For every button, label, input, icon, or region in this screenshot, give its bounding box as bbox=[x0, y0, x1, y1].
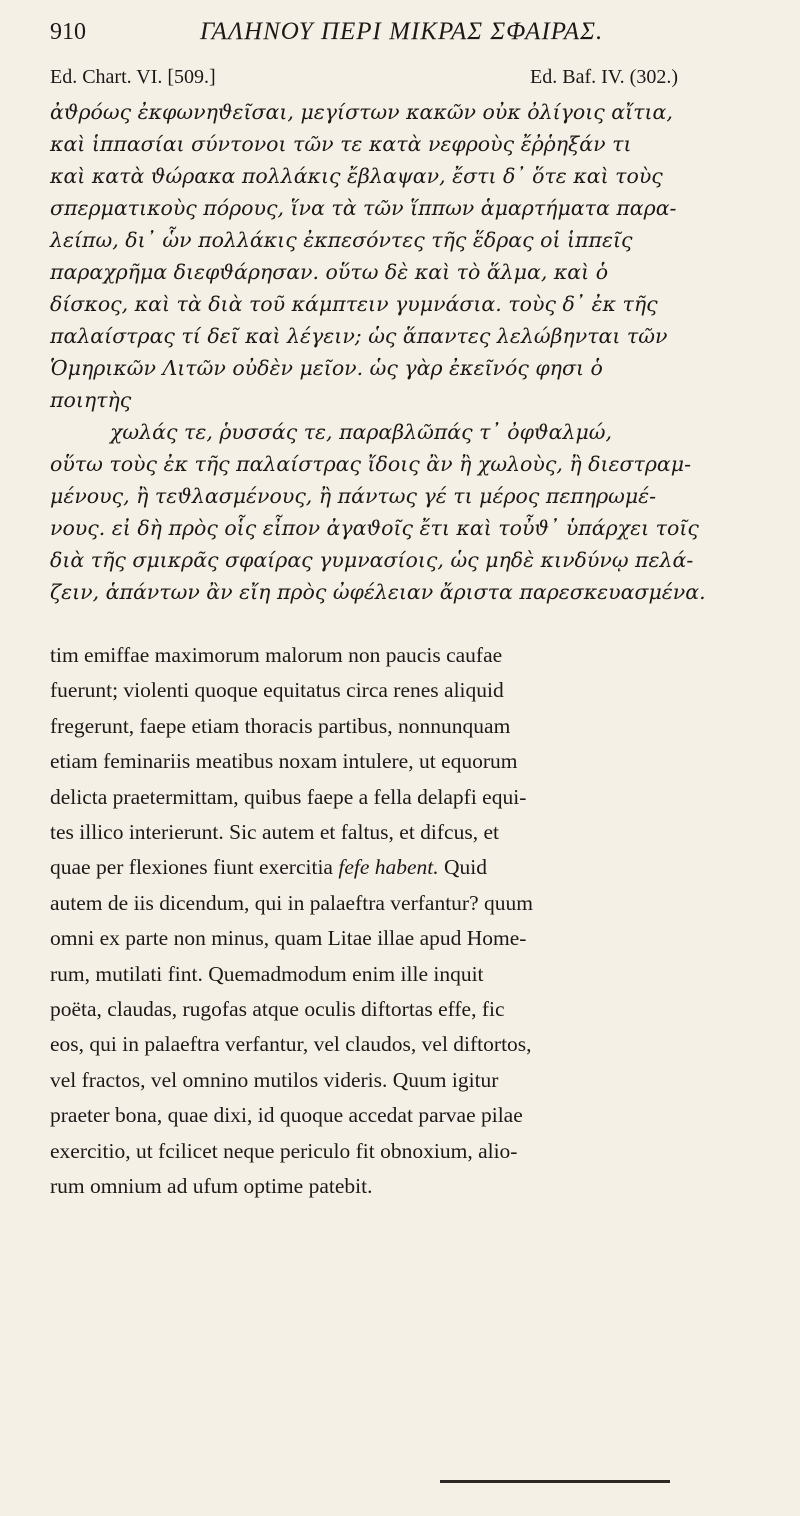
latin-line: autem de iis dicendum, qui in palaeftra verfantur? quum bbox=[50, 890, 533, 915]
greek-line: Ὁμηρικῶν Λιτῶν οὐδὲν μεῖον. ὡς γὰρ ἐκεῖνός φησι ὁ bbox=[50, 356, 603, 380]
greek-line: ζειν, ἁπάντων ἂν εἴη πρὸς ὠφέλειαν ἄριστα παρεσκευασμένα. bbox=[50, 580, 706, 604]
latin-text: Quid bbox=[444, 855, 488, 880]
page-number: 910 bbox=[50, 19, 86, 45]
greek-line: καὶ ἱππασίαι σύντονοι τῶν τε κατὰ νεφροὺς ἔῤῥηξάν τι bbox=[50, 132, 632, 156]
homeric-verse-quote: χωλάς τε, ῥυσσάς τε, παραβλῶπάς τ᾽ ὀφϑαλμώ, bbox=[110, 420, 612, 444]
greek-line: λείπω, δι᾽ ὧν πολλάκις ἐκπεσόντες τῆς ἕδρας οἱ ἱππεῖς bbox=[50, 228, 633, 252]
greek-line: διὰ τῆς σμικρᾶς σφαίρας γυμνασίοις, ὡς μηδὲ κινδύνῳ πελά- bbox=[50, 548, 694, 572]
basel-edition-ref: Ed. Baf. IV. (302.) bbox=[530, 66, 678, 88]
latin-line: tes illico interierunt. Sic autem et faltus, et difcus, et bbox=[50, 820, 499, 845]
running-title: ΓΑΛΗΝΟΥ ΠΕΡΙ ΜΙΚΡΑΣ ΣΦΑΙΡΑΣ. bbox=[200, 18, 604, 45]
edition-references bbox=[50, 66, 748, 94]
latin-translation bbox=[50, 638, 748, 1205]
latin-line: omni ex parte non minus, quam Litae illae apud Home- bbox=[50, 926, 527, 951]
greek-line: παλαίστρας τί δεῖ καὶ λέγειν; ὡς ἅπαντες λελώβηνται τῶν bbox=[50, 324, 668, 348]
greek-line: καὶ κατὰ ϑώρακα πολλάκις ἔβλαψαν, ἔστι δ᾽ ὅτε καὶ τοὺς bbox=[50, 164, 663, 188]
latin-line: etiam feminariis meatibus noxam intulere, ut equorum bbox=[50, 749, 518, 774]
latin-line bbox=[50, 850, 748, 885]
latin-line: fuerunt; violenti quoque equitatus circa renes aliquid bbox=[50, 678, 504, 703]
latin-line: praeter bona, quae dixi, id quoque accedat parvae pilae bbox=[50, 1103, 523, 1128]
greek-line: παραχρῆμα διεφϑάρησαν. οὕτω δὲ καὶ τὸ ἅλμα, καὶ ὁ bbox=[50, 260, 609, 284]
footer-rule bbox=[440, 1480, 670, 1483]
greek-line: ἀϑρόως ἐκφωνηϑεῖσαι, μεγίστων κακῶν οὐκ ὀλίγοις αἴτια, bbox=[50, 100, 673, 124]
latin-line: rum, mutilati fint. Quemadmodum enim ille inquit bbox=[50, 961, 484, 986]
greek-line: δίσκος, καὶ τὰ διὰ τοῦ κάμπτειν γυμνάσια. τοὺς δ᾽ ἐκ τῆς bbox=[50, 292, 658, 316]
latin-line: tim emiffae maximorum malorum non paucis caufae bbox=[50, 643, 503, 667]
latin-line: eos, qui in palaeftra verfantur, vel claudos, vel diftortos, bbox=[50, 1032, 532, 1057]
latin-line: rum omnium ad ufum optime patebit. bbox=[50, 1174, 373, 1199]
greek-line: ποιητὴς bbox=[50, 388, 132, 412]
latin-line: vel fractos, vel omnino mutilos videris. Quum igitur bbox=[50, 1067, 499, 1092]
greek-line: νους. εἰ δὴ πρὸς οἷς εἶπον ἀγαϑοῖς ἔτι καὶ τοὖϑ᾽ ὑπάρχει τοῖς bbox=[50, 516, 699, 540]
latin-line: fregerunt, faepe etiam thoracis partibus, nonnunquam bbox=[50, 713, 511, 738]
greek-line: μένους, ἢ τεϑλασμένους, ἢ πάντως γέ τι μέρος πεπηρωμέ- bbox=[50, 484, 657, 508]
greek-text bbox=[50, 96, 748, 608]
italic-phrase: fefe habent. bbox=[338, 855, 439, 880]
running-head bbox=[50, 18, 748, 52]
latin-line: poëta, claudas, rugofas atque oculis diftortas effe, fic bbox=[50, 997, 505, 1022]
greek-line: σπερματικοὺς πόρους, ἵνα τὰ τῶν ἵππων ἁμαρτήματα παρα- bbox=[50, 196, 677, 220]
latin-text: quae per flexiones fiunt exercitia bbox=[50, 855, 333, 880]
latin-line: exercitio, ut fcilicet neque periculo fit obnoxium, alio- bbox=[50, 1138, 518, 1163]
greek-line: οὕτω τοὺς ἐκ τῆς παλαίστρας ἴδοις ἂν ἢ χωλοὺς, ἢ διεστραμ- bbox=[50, 452, 692, 476]
latin-line: delicta praetermittam, quibus faepe a fella delapfi equi- bbox=[50, 784, 527, 809]
chartier-edition-ref: Ed. Chart. VI. [509.] bbox=[50, 66, 216, 88]
